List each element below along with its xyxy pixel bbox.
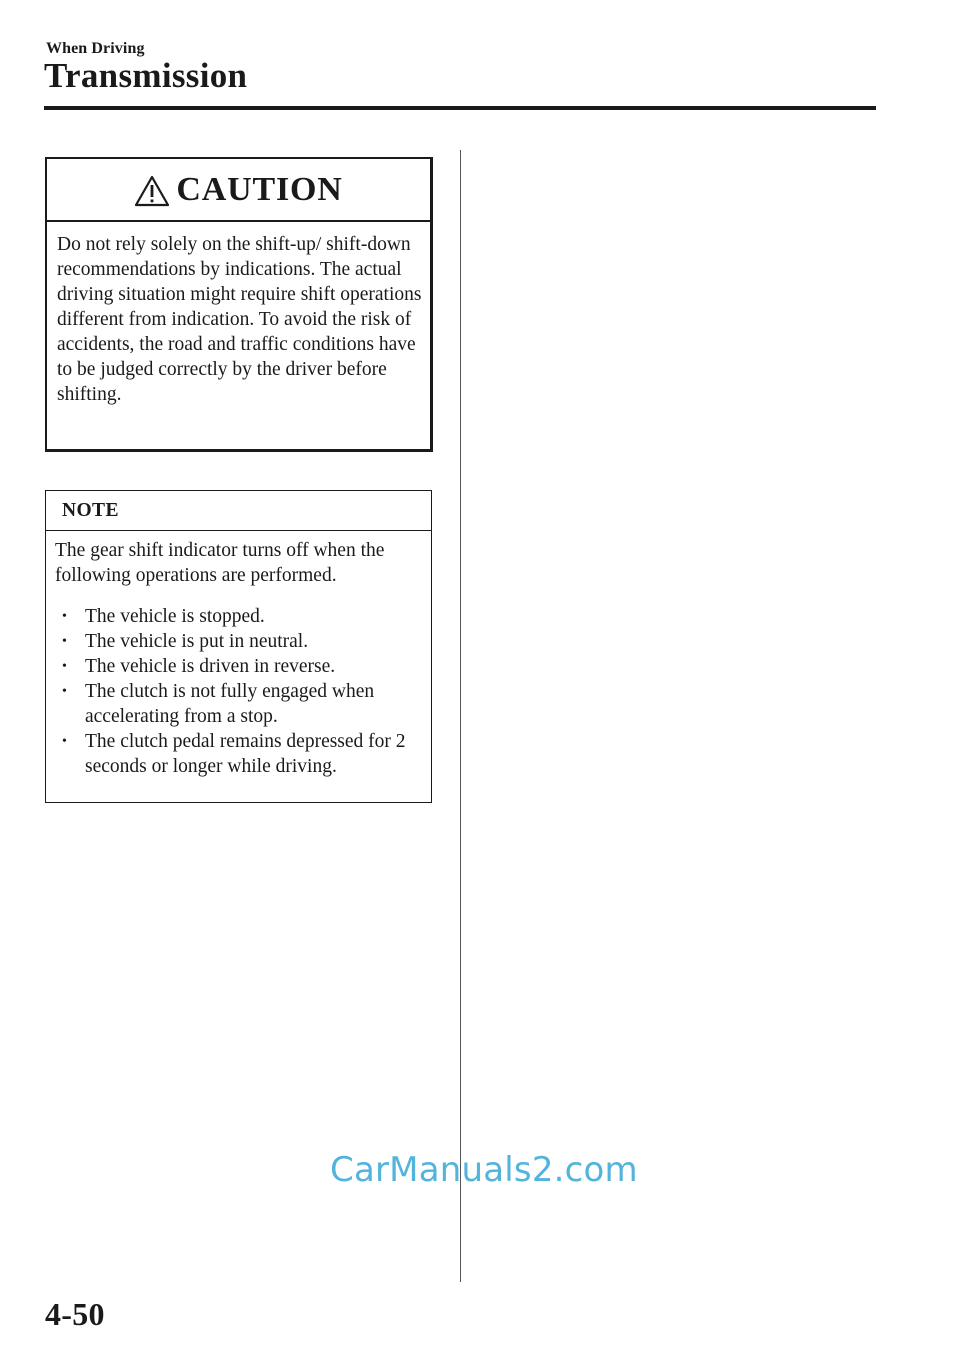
note-item-text: The clutch is not fully engaged when accelerating from a stop. (85, 681, 375, 727)
note-intro: The gear shift indicator turns off when the following operations are performed. (55, 540, 385, 586)
note-list-item (62, 729, 427, 779)
note-title: NOTE (62, 499, 119, 521)
page-number: 4-50 (45, 1296, 105, 1332)
bullet-icon: • (62, 734, 67, 749)
note-item-text: The vehicle is driven in reverse. (85, 656, 336, 677)
note-item-text: The vehicle is stopped. (85, 606, 265, 627)
note-header (46, 491, 431, 531)
page-title: Transmission (44, 56, 248, 95)
bullet-icon: • (62, 659, 67, 674)
note-item-text: The clutch pedal remains depressed for 2 seconds or longer while driving. (85, 731, 406, 777)
caution-title: CAUTION (176, 170, 343, 208)
bullet-icon: • (62, 609, 67, 624)
note-list-item (62, 654, 427, 679)
warning-triangle-icon (134, 175, 170, 207)
bullet-icon: • (62, 684, 67, 699)
watermark: CarManuals2.com (330, 1150, 638, 1190)
caution-box (45, 157, 433, 452)
note-list-item (62, 679, 427, 729)
note-item-text: The vehicle is put in neutral. (85, 631, 309, 652)
column-divider (460, 150, 461, 1282)
caution-text: Do not rely solely on the shift-up/ shift-down recommendations by indications. The actual driving situation might require shift operations different from indication. To avoid the risk of accidents, the road and traffic conditions have to be judged correctly by the driver before shifting. (57, 234, 422, 405)
note-box (45, 490, 432, 803)
note-list-item (62, 629, 427, 654)
bullet-icon: • (62, 634, 67, 649)
caution-header (47, 159, 430, 222)
title-rule (44, 106, 876, 110)
note-list-item (62, 604, 427, 629)
section-label: When Driving (46, 40, 145, 57)
note-list (46, 604, 431, 779)
